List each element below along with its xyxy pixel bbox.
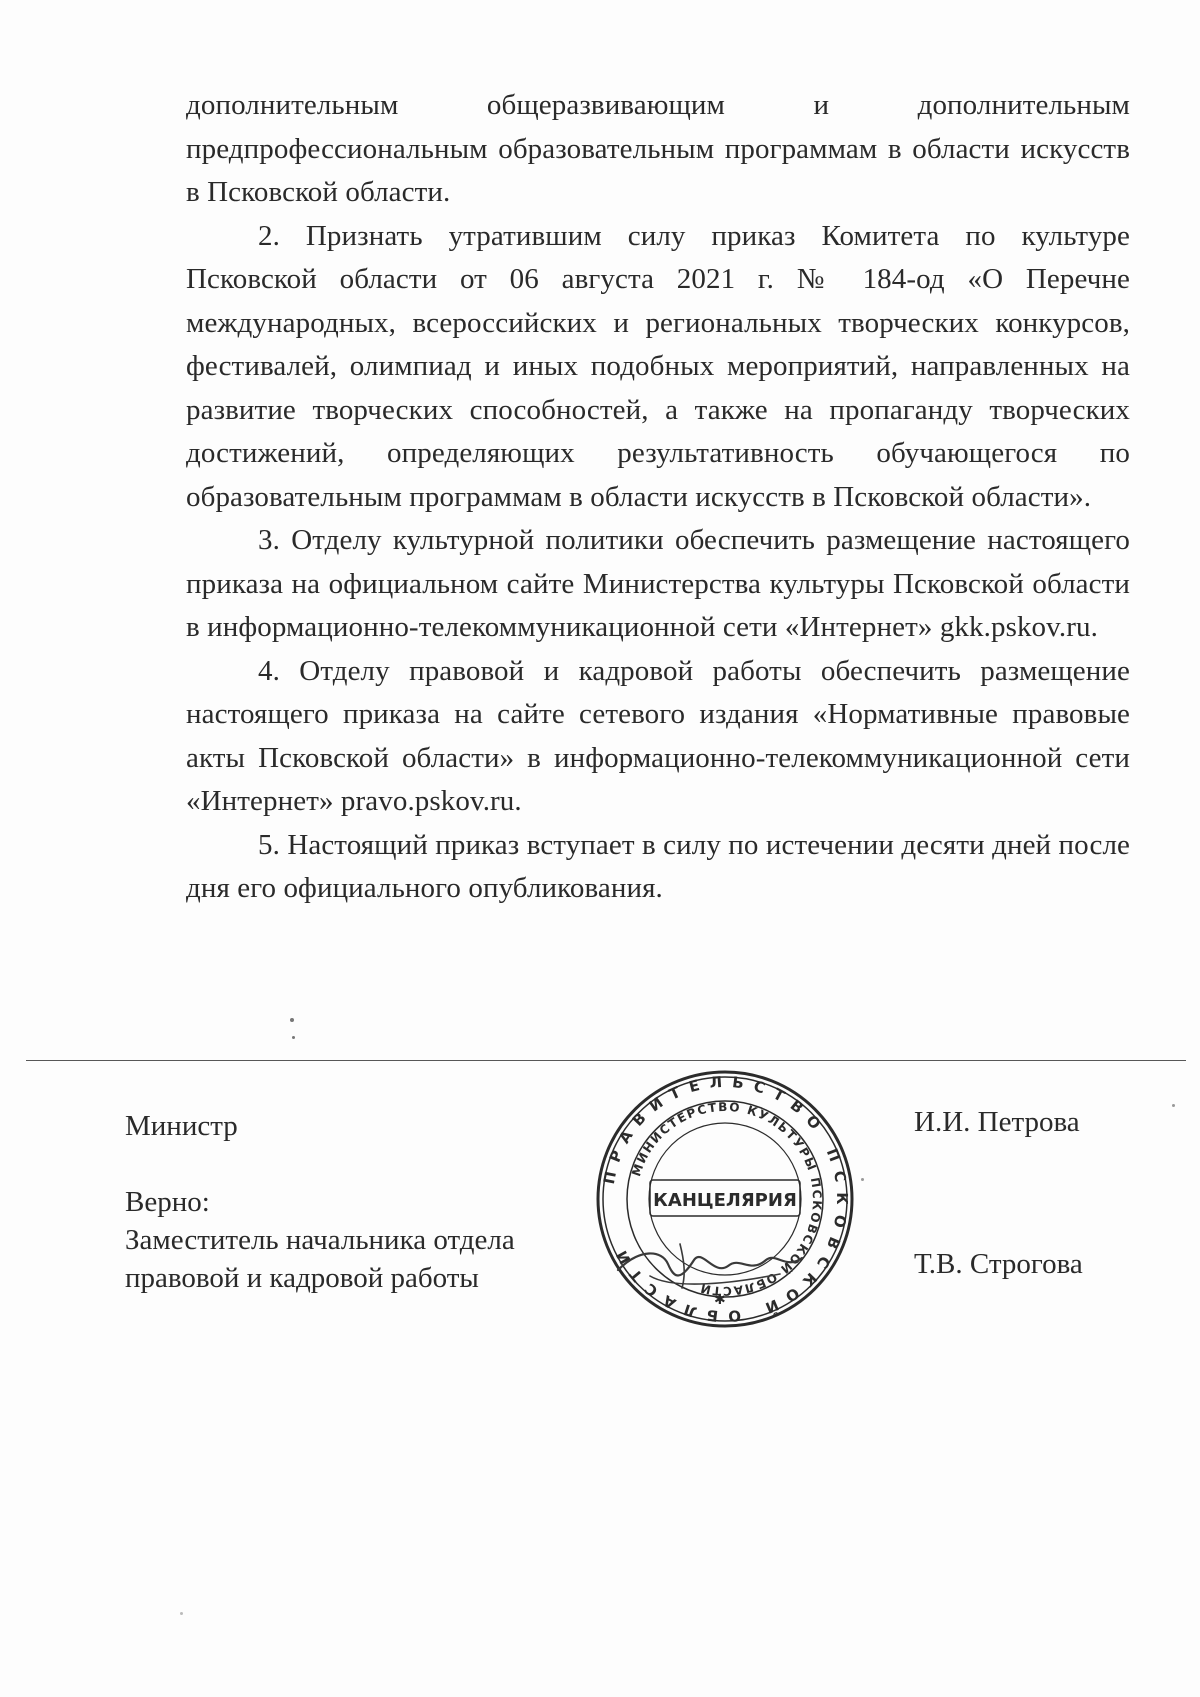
deputy-title-line2: правовой и кадровой работы	[125, 1262, 479, 1294]
certification-block	[125, 1183, 515, 1297]
seal-center-text: КАНЦЕЛЯРИЯ	[653, 1190, 797, 1211]
certified-label: Верно:	[125, 1186, 210, 1218]
order-body-text	[186, 84, 1130, 911]
seal-star-icon: ✱	[714, 1292, 726, 1308]
deputy-name: Т.В. Строгова	[914, 1248, 1083, 1280]
seal-inner-text: МИНИСТЕРСТВО КУЛЬТУРЫ ПСКОВСКОЙ ОБЛАСТИ	[629, 1099, 825, 1299]
paragraph-4: 4. Отделу правовой и кадровой работы обеспечить размещение настоящего приказа на сайте сетевого издания «Нормативные правовые акты Псковской области» в информационно-телекоммуникационной сети «Интернет» pravo.pskov.ru.	[186, 654, 1130, 817]
scan-speck	[861, 1178, 864, 1181]
scan-speck	[290, 1018, 294, 1022]
minister-name: И.И. Петрова	[914, 1106, 1080, 1138]
paragraph-3: 3. Отделу культурной политики обеспечить размещение настоящего приказа на официальном сайте Министерства культуры Псковской области в информационно-телекоммуникационной сети «Интернет» gkk.pskov.ru.	[186, 524, 1130, 643]
divider-line	[26, 1060, 1186, 1061]
minister-title: Министр	[125, 1110, 238, 1142]
deputy-title-line1: Заместитель начальника отдела	[125, 1224, 515, 1256]
scan-speck	[292, 1036, 295, 1039]
seal-outer-path: ПРАВИТЕЛЬСТВО ПСКОВСКОЙ ОБЛАСТИ	[599, 1072, 852, 1326]
handwritten-signature	[610, 1230, 810, 1300]
paragraph-2: 2. Признать утратившим силу приказ Комитета по культуре Псковской области от 06 августа 2021 г. № 184-од «О Перечне международных, всероссийских и региональных творческих конкурсов, фестивалей, олимпиад и иных подобных мероприятий, направленных на развитие творческих способностей, а также на пропаганду творческих достижений, определяющих результативность обучающегося по образовательным программам в области искусств в Псковской области».	[186, 219, 1130, 513]
paragraph-1-continuation: дополнительным общеразвивающим и дополнительным предпрофессиональным образовательным программам в области искусств в Псковской области.	[186, 89, 1130, 208]
paragraph-5: 5. Настоящий приказ вступает в силу по истечении десяти дней после дня его официального опубликования.	[186, 828, 1130, 904]
scan-speck	[1172, 1104, 1175, 1107]
scan-speck	[180, 1612, 183, 1615]
